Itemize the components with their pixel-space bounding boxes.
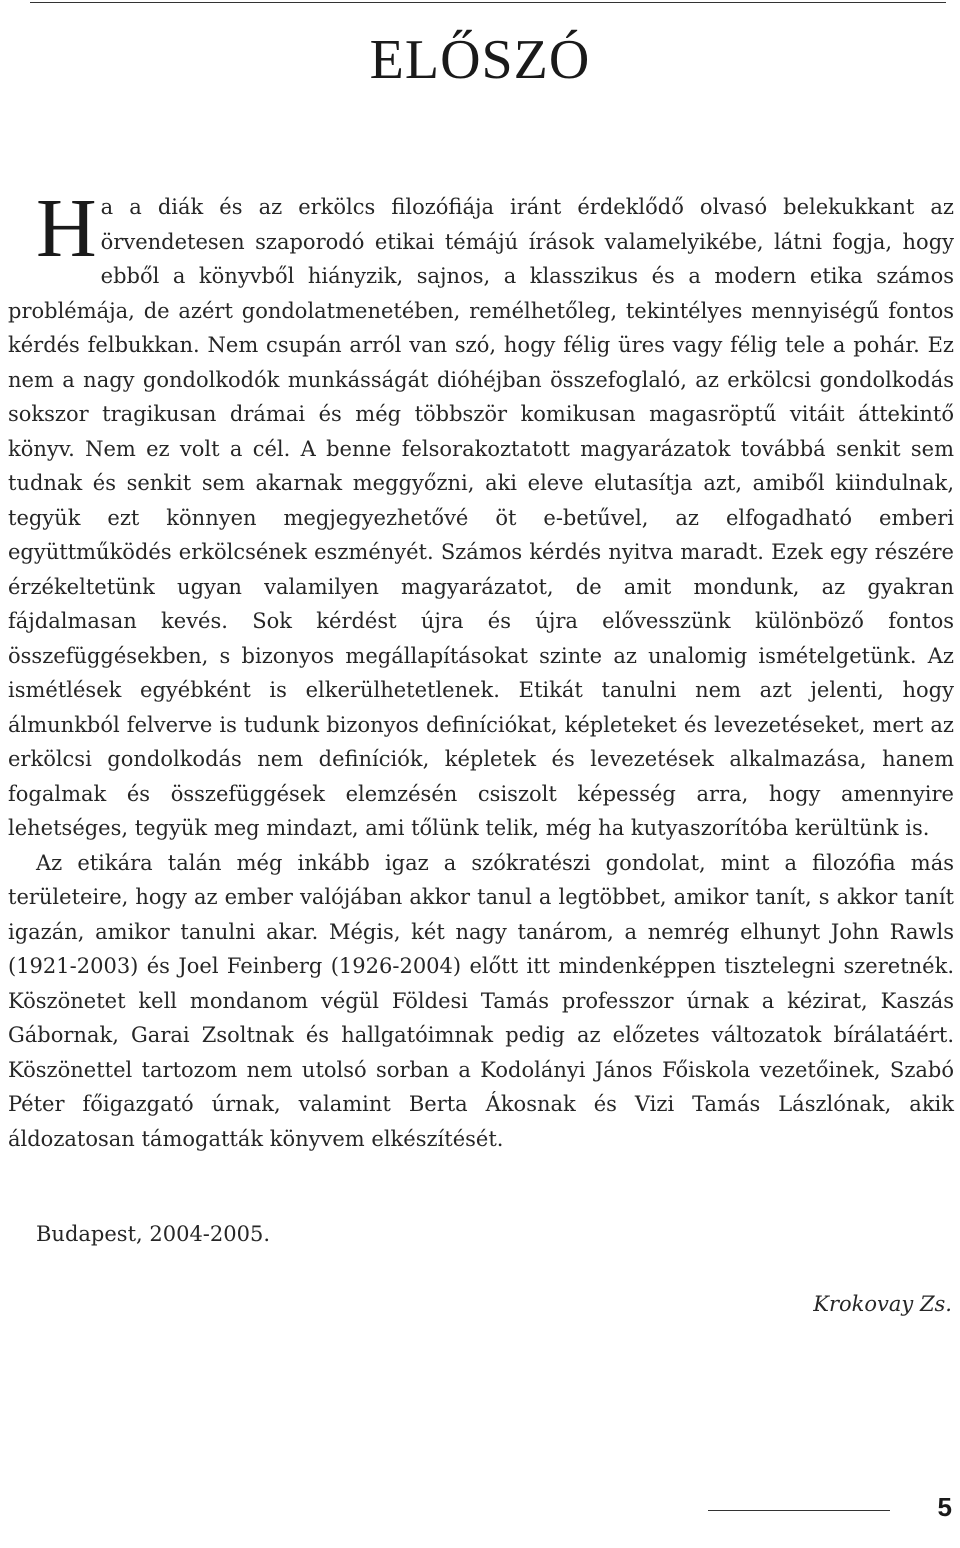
page-title: ELŐSZÓ <box>369 29 591 91</box>
paragraph-second: Az etikára talán még inkább igaz a szókratészi gondolat, mint a filozófia más területeire, hogy az ember valójában akkor tanul a legtöbbet, amikor tanít, s akkor tanít igazán, amikor tanulni akar. Mégis, két nagy tanárom, a nemrég elhunyt John Rawls (1921-2003) és Joel Feinberg (1926-2004) előtt itt mindenképpen tisztelegni szeretnék. Köszönetet kell mondanom végül Földesi Tamás professzor úrnak a kézirat, Kaszás Gábornak, Garai Zsoltnak és hallgatóimnak pedig az előzetes változatok bírálatáért. Köszönettel tartozom nem utolsó sorban a Kodolányi János Főiskola vezetőinek, Szabó Péter főigazgató úrnak, valamint Berta Ákosnak és Vizi Tamás Lászlónak, akik áldozatosan támogatták könyvem elkészítését. <box>8 850 954 1151</box>
author-signature: Krokovay Zs. <box>813 1292 952 1316</box>
drop-cap: H <box>36 182 97 275</box>
place-date: Budapest, 2004-2005. <box>36 1222 271 1246</box>
footer-rule <box>708 1510 890 1511</box>
page-number: 5 <box>937 1492 952 1522</box>
preface-body <box>8 182 954 1156</box>
top-rule <box>30 2 946 3</box>
paragraph-first <box>8 182 954 846</box>
paragraph-first-text: a a diák és az erkölcs filozófiája iránt érdeklődő olvasó belekukkant az örvendetesen szaporodó etikai témájú írások valamelyikébe, látni fogja, hogy ebből a könyvből hiányzik, sajnos, a klasszikus és a modern etika számos problémája, de azért gondolatmenetében, remélhetőleg, tekintélyes mennyiségű fontos kérdés felbukkan. Nem csupán arról van szó, hogy félig üres vagy félig tele a pohár. Ez nem a nagy gondolkodók munkásságát dióhéjban összefoglaló, az erkölcsi gondolkodás sokszor tragikusan drámai és még többször komikusan magasröptű vitáit áttekintő könyv. Nem ez volt a cél. A benne felsorakoztatott magyarázatok továbbá senkit sem tudnak és senkit sem akarnak meggyőzni, aki eleve elutasítja azt, amiből kiindulnak, tegyük ezt könnyen megjegyezhetővé öt e-betűvel, az elfogadható emberi együttműködés erkölcsének eszményét. Számos kérdés nyitva maradt. Ezek egy részére érzékeltetünk ugyan valamilyen magyarázatot, de amit mondunk, az gyakran fájdalmasan kevés. Sok kérdést újra és újra elővesszünk különböző fontos összefüggésekben, s bizonyos megállapításokat szinte az unalomig ismételgetünk. Az ismétlések egyébként is elkerülhetetlenek. Etikát tanulni nem azt jelenti, hogy álmunkból felverve is tudunk bizonyos definíciókat, képleteket és levezetéseket, mert az erkölcsi gondolkodás nem definíciók, képletek és levezetések alkalmazása, hanem fogalmak és összefüggések elemzésén csiszolt képesség arra, hogy amennyire lehetséges, tegyük meg mindazt, ami tőlünk telik, még ha kutyaszorítóba kerültünk is. <box>8 195 954 840</box>
